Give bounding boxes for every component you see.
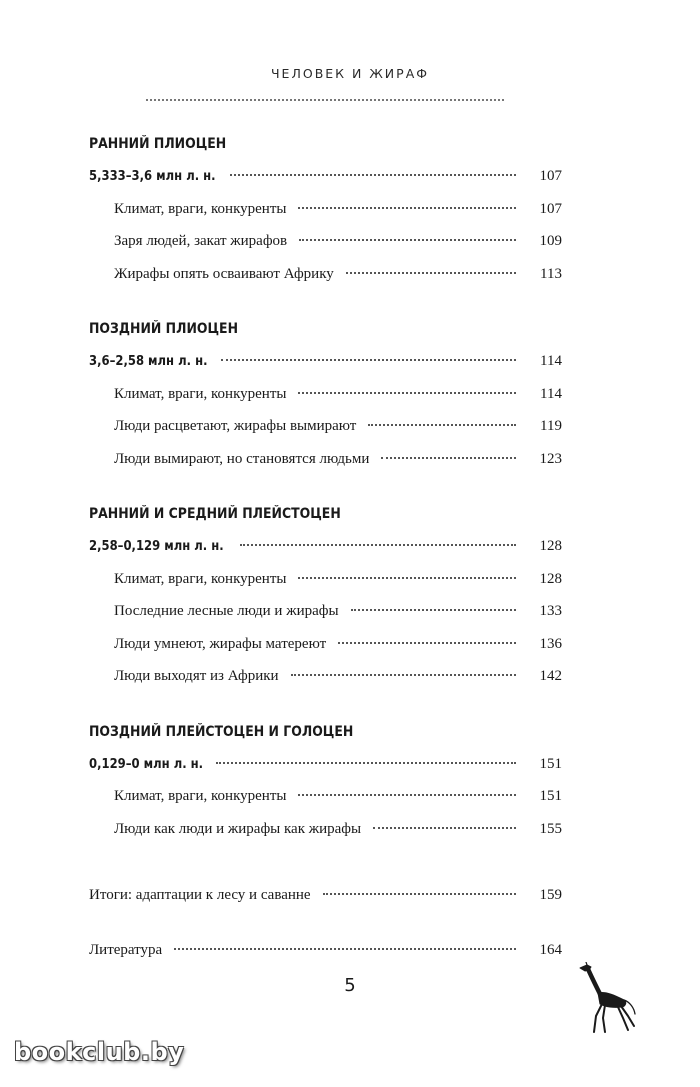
entry-label: Последние лесные люди и жирафы: [114, 603, 339, 619]
toc-entry-summary[interactable]: [89, 879, 562, 912]
page-number: 114: [540, 385, 562, 402]
page-number: 107: [539, 168, 562, 184]
page-number: 151: [539, 788, 562, 804]
toc-entry[interactable]: [89, 258, 562, 291]
toc-entry[interactable]: [89, 628, 562, 661]
toc-section: [89, 498, 562, 693]
toc-entry[interactable]: [89, 410, 562, 443]
period-row[interactable]: [89, 345, 562, 378]
dot-leader: [291, 674, 516, 676]
toc-entry[interactable]: [89, 780, 562, 813]
entry-label: Люди как люди и жирафы как жирафы: [114, 820, 362, 837]
dot-leader: [368, 424, 516, 426]
entry-label: Жирафы опять осваивают Африку: [114, 265, 334, 282]
page-number: 128: [539, 570, 562, 587]
toc-entry[interactable]: [89, 378, 562, 411]
toc-entry[interactable]: [89, 443, 562, 476]
entry-label: Климат, враги, конкуренты: [114, 788, 287, 804]
toc-entry[interactable]: [89, 563, 562, 596]
toc-section: [89, 716, 562, 846]
toc-entry[interactable]: [89, 225, 562, 258]
dot-leader: [298, 207, 516, 209]
dot-leader: [298, 794, 516, 796]
section-title: РАННИЙ ПЛИОЦЕН: [89, 136, 227, 152]
entry-label: Люди расцветают, жирафы вымирают: [114, 418, 357, 434]
toc-entry[interactable]: [89, 193, 562, 226]
dot-leader: [351, 609, 516, 611]
watermark-logo: bookclub.by: [14, 1038, 185, 1066]
page-number: 155: [539, 820, 562, 837]
page-number: 151: [539, 755, 562, 772]
page-number: 114: [540, 353, 562, 369]
entry-label: Климат, враги, конкуренты: [114, 385, 287, 402]
running-head: ЧЕЛОВЕК И ЖИРАФ: [270, 66, 429, 81]
dot-leader: [346, 272, 516, 274]
entry-label: Заря людей, закат жирафов: [114, 233, 288, 249]
entry-label: Климат, враги, конкуренты: [114, 200, 287, 217]
dot-leader: [373, 827, 516, 829]
section-title: РАННИЙ И СРЕДНИЙ ПЛЕЙСТОЦЕН: [89, 506, 341, 522]
dot-leader: [230, 174, 516, 176]
toc-section: [89, 128, 562, 290]
dot-leader: [298, 577, 516, 579]
page-number: 128: [539, 538, 562, 554]
entry-label: Люди вымирают, но становятся людьми: [114, 450, 370, 467]
toc-entry[interactable]: [89, 595, 562, 628]
dot-leader: [338, 642, 516, 644]
period-row[interactable]: [89, 160, 562, 193]
page-number: 159: [539, 887, 562, 903]
period-row[interactable]: [89, 748, 562, 781]
page-folio: 5: [344, 975, 356, 996]
entry-label: Люди умнеют, жирафы матереют: [114, 635, 327, 652]
dot-leader: [240, 544, 516, 546]
entry-label: Люди выходят из Африки: [114, 668, 279, 684]
dot-leader: [216, 762, 516, 764]
entry-label: Литература: [89, 941, 163, 958]
entry-label: Итоги: адаптации к лесу и саванне: [89, 887, 311, 903]
dot-leader: [299, 239, 516, 241]
section-title: ПОЗДНИЙ ПЛИОЦЕН: [89, 321, 239, 337]
dot-leader: [221, 359, 516, 361]
page-number: 142: [539, 668, 562, 684]
period-label: 5,333–3,6 млн л. н.: [89, 168, 216, 184]
page-number: 107: [539, 200, 562, 217]
dot-leader: [298, 392, 516, 394]
dot-leader: [174, 948, 516, 950]
period-row[interactable]: [89, 530, 562, 563]
dot-leader: [381, 457, 516, 459]
page-number: 119: [540, 418, 562, 434]
period-label: 2,58–0,129 млн л. н.: [89, 538, 224, 554]
toc-entry-literature[interactable]: [89, 934, 562, 967]
period-label: 3,6–2,58 млн л. н.: [89, 353, 208, 369]
page-number: 133: [539, 603, 562, 619]
table-of-contents: [89, 128, 562, 966]
page-number: 164: [539, 941, 562, 958]
giraffe-icon: [578, 962, 640, 1034]
period-label: 0,129–0 млн л. н.: [89, 755, 204, 772]
toc-entry[interactable]: [89, 660, 562, 693]
toc-entry[interactable]: [89, 813, 562, 846]
page-number: 113: [540, 265, 562, 282]
page-number: 123: [539, 450, 562, 467]
toc-section: [89, 313, 562, 475]
entry-label: Климат, враги, конкуренты: [114, 570, 287, 587]
header-divider: [146, 99, 504, 101]
section-title: ПОЗДНИЙ ПЛЕЙСТОЦЕН И ГОЛОЦЕН: [89, 723, 354, 740]
page-number: 136: [539, 635, 562, 652]
dot-leader: [323, 893, 516, 895]
page-number: 109: [539, 233, 562, 249]
